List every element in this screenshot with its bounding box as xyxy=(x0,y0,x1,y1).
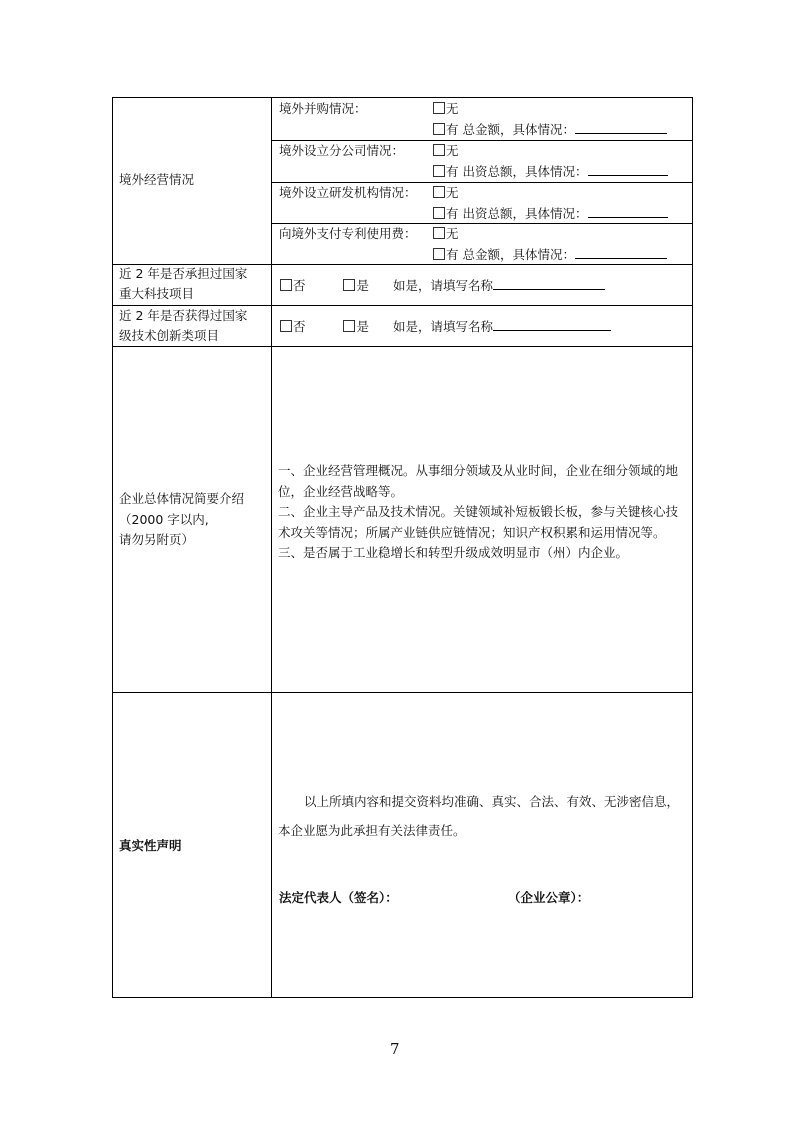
innovation-project-options: 否 是 如是，请填写名称 xyxy=(280,316,611,337)
overseas-item-title: 境外设立分公司情况： xyxy=(279,143,405,158)
fill-in-blank[interactable] xyxy=(575,244,667,259)
checkbox[interactable] xyxy=(433,227,445,239)
major-project-label-1: 近 2 年是否承担过国家 xyxy=(119,266,248,281)
fill-in-blank[interactable] xyxy=(588,203,668,218)
overseas-label: 境外经营情况 xyxy=(119,172,195,187)
checkbox[interactable] xyxy=(433,165,445,177)
page-number: 7 xyxy=(390,1040,400,1058)
declaration-label: 真实性声明 xyxy=(119,838,182,853)
project-name-blank[interactable] xyxy=(493,275,605,290)
major-project-label-2: 重大科技项目 xyxy=(119,286,195,301)
innovation-project-label-2: 级技术创新类项目 xyxy=(119,328,220,343)
checkbox[interactable] xyxy=(433,207,445,219)
divider xyxy=(112,346,693,347)
checkbox-yes[interactable] xyxy=(343,320,355,332)
overview-label-1: 企业总体情况简要介绍 xyxy=(119,491,245,506)
checkbox-no[interactable] xyxy=(280,279,292,291)
overview-para-3: 三、是否属于工业稳增长和转型升级成效明显市（州）内企业。 xyxy=(278,545,629,560)
overseas-item-yes: 有 总金额，具体情况： xyxy=(433,244,667,265)
checkbox-yes[interactable] xyxy=(343,279,355,291)
innovation-project-label-1: 近 2 年是否获得过国家 xyxy=(119,308,248,323)
overview-label-2: （2000 字以内, xyxy=(119,512,209,527)
major-project-options: 否 是 如是，请填写名称 xyxy=(280,275,605,296)
checkbox[interactable] xyxy=(433,186,445,198)
overseas-item-none[interactable]: 无 xyxy=(433,224,459,244)
project-name-blank[interactable] xyxy=(493,316,611,331)
overseas-item-yes: 有 总金额，具体情况： xyxy=(433,119,667,140)
checkbox[interactable] xyxy=(433,123,445,135)
overseas-item-none[interactable]: 无 xyxy=(433,141,459,161)
overseas-item-yes: 有 出资总额，具体情况： xyxy=(433,203,668,224)
overseas-item-title: 境外并购情况： xyxy=(279,101,367,116)
checkbox[interactable] xyxy=(433,248,445,260)
overseas-item-none[interactable]: 无 xyxy=(433,99,459,119)
declaration-statement: 以上所填内容和提交资料均准确、真实、合法、有效、无涉密信息，本企业愿为此承担有关法律责任。 xyxy=(278,794,680,838)
checkbox-no[interactable] xyxy=(280,320,292,332)
signature-label: 法定代表人（签名）： xyxy=(279,890,398,905)
fill-in-blank[interactable] xyxy=(588,161,668,176)
overview-para-2: 二、企业主导产品及技术情况。关键领域补短板锻长板，参与关键核心技术攻关等情况；所属产业链供应链情况；知识产权积累和运用情况等。 xyxy=(278,504,679,540)
column-divider xyxy=(271,97,272,998)
fill-in-blank[interactable] xyxy=(575,119,667,134)
overview-para-1: 一、企业经营管理概况。从事细分领域及从业时间，企业在细分领域的地位，企业经营战略等。 xyxy=(278,463,679,499)
checkbox[interactable] xyxy=(433,144,445,156)
overseas-item-title: 境外设立研发机构情况： xyxy=(279,185,417,200)
seal-label: （企业公章）： xyxy=(508,890,590,905)
checkbox[interactable] xyxy=(433,102,445,114)
overview-content[interactable] xyxy=(278,461,688,564)
overview-label-3: 请勿另附页） xyxy=(119,532,195,547)
divider xyxy=(112,692,693,693)
overseas-item-none[interactable]: 无 xyxy=(433,183,459,203)
overseas-item-title: 向境外支付专利使用费： xyxy=(279,226,417,241)
overseas-item-yes: 有 出资总额，具体情况： xyxy=(433,161,668,182)
